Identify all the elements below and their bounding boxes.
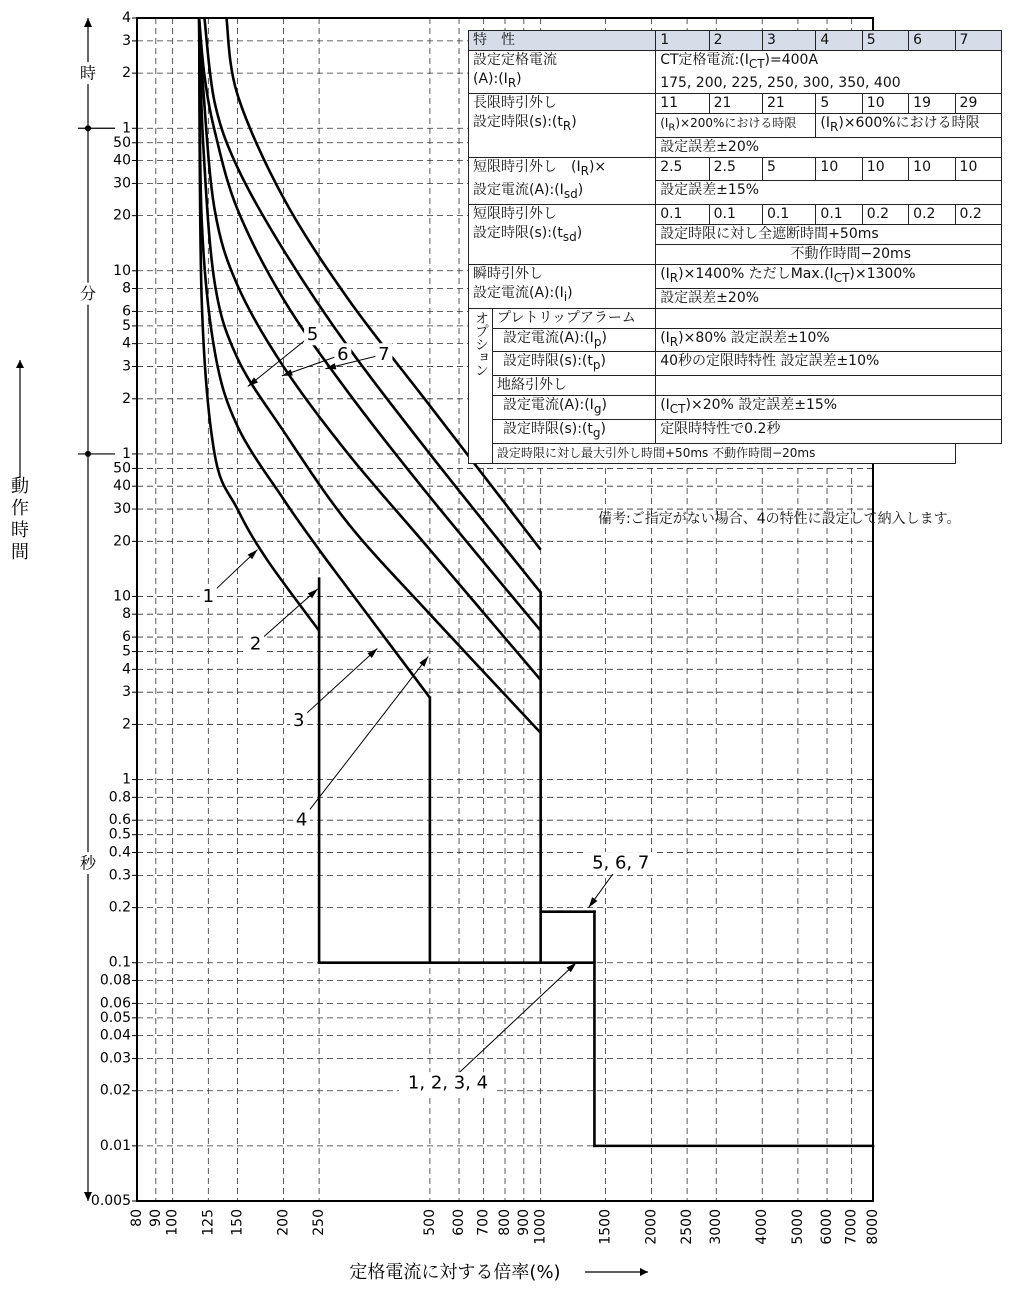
y-tick-label: 10 xyxy=(113,262,131,279)
y-tick-label: 6 xyxy=(122,629,131,646)
rated-current-values: 175, 200, 225, 250, 300, 350, 400 xyxy=(660,74,901,91)
x-tick-label: 4000 xyxy=(754,1209,771,1245)
curve-label: 7 xyxy=(378,343,390,365)
x-tick-label: 500 xyxy=(421,1209,438,1236)
y-tick-label: 30 xyxy=(113,175,131,192)
x-tick-label: 100 xyxy=(164,1209,181,1236)
unit-boundary-dot xyxy=(85,125,91,131)
row-rated-current: 設定定格電流 $(A):(I_R)$ CT定格電流$:(I_{CT})=400A$ 175, 200, 225, 250, 300, 350, 400 xyxy=(469,51,1002,94)
x-tick-label: 80 xyxy=(129,1209,145,1227)
y-tick-label: 0.3 xyxy=(108,867,131,884)
y-tick-label: 20 xyxy=(113,207,131,224)
col-6: 6 xyxy=(909,31,955,51)
unit-label: 秒 xyxy=(79,853,97,873)
y-tick-label: 5 xyxy=(122,317,131,334)
x-tick-label: 7000 xyxy=(843,1209,860,1245)
col-5: 5 xyxy=(862,31,908,51)
x-tick-label: 900 xyxy=(515,1209,532,1236)
curve-label: 2 xyxy=(249,633,262,655)
y-tick-label: 0.2 xyxy=(108,899,131,916)
x-tick-label: 6000 xyxy=(819,1209,836,1245)
x-tick-label: 8000 xyxy=(865,1209,881,1245)
row-long-time-delay: 長限時引外し 設定時限$(s):(t_R)$ 11 21 21 5 10 19 29 xyxy=(469,93,1002,113)
curve-label: 1, 2, 3, 4 xyxy=(407,1072,489,1094)
y-tick-label: 0.04 xyxy=(99,1027,131,1044)
y-tick-label: 2 xyxy=(122,65,131,82)
y-tick-label: 1 xyxy=(122,771,131,788)
y-tick-label: 0.01 xyxy=(99,1137,131,1154)
svg-text:動作時間: 動作時間 xyxy=(11,476,29,563)
y-tick-label: 5 xyxy=(122,643,131,660)
row-label: 短限時引外し xyxy=(473,205,557,222)
row-label: 長限時引外し xyxy=(473,94,557,111)
x-tick-label: 3000 xyxy=(708,1209,725,1245)
leader-arrowhead xyxy=(589,897,598,907)
x-tick-label: 90 xyxy=(147,1209,164,1227)
remark: 備考:ご指定がない場合、4の特性に設定して納入します。 xyxy=(598,511,961,527)
curve-label: 5, 6, 7 xyxy=(592,852,650,874)
unit-label: 時 xyxy=(79,63,97,83)
curve-2 xyxy=(199,18,430,698)
x-tick-label: 200 xyxy=(275,1209,292,1236)
y-tick-label: 3 xyxy=(122,32,131,49)
y-tick-label: 40 xyxy=(113,478,131,495)
row-short-time-current: 短限時引外し $(I_R)\times$ 設定電流$(A):(I_{sd})$ 2.5 2.5 5 10 10 10 10 xyxy=(469,158,1002,181)
x-tick-label: 1000 xyxy=(532,1209,549,1245)
col-3: 3 xyxy=(763,31,816,51)
x-axis-arrow xyxy=(585,1268,648,1276)
y-tick-label: 0.06 xyxy=(99,995,131,1012)
curve-label: 4 xyxy=(295,809,308,831)
y-tick-label: 50 xyxy=(113,134,131,151)
y-tick-label: 2 xyxy=(122,390,131,407)
x-tick-label: 1500 xyxy=(597,1209,614,1245)
y-tick-label: 2 xyxy=(122,716,131,733)
y-tick-label: 30 xyxy=(113,501,131,518)
row-option-ground-fault: 地絡引外し xyxy=(469,376,1002,396)
header-label: 特 性 xyxy=(469,31,656,51)
col-4: 4 xyxy=(816,31,862,51)
y-axis-label xyxy=(11,360,29,563)
y-tick-label: 3 xyxy=(122,684,131,701)
x-tick-label: 250 xyxy=(311,1209,328,1236)
row-short-time-delay: 短限時引外し 設定時限$(s):(t_{sd})$ 0.1 0.1 0.1 0.1 0.2 0.2 0.2 xyxy=(469,204,1002,224)
unit-boundary-dot xyxy=(85,451,91,457)
row-label: 設定定格電流 xyxy=(473,52,557,68)
y-tick-label: 8 xyxy=(122,280,131,297)
col-7: 7 xyxy=(955,31,1001,51)
row-instantaneous: 瞬時引外し 設定電流$(A):(I_i)$ $(I_R)\times 1400\%$ ただし$Max.(I_{CT})\times 1300\%$ xyxy=(469,264,1002,288)
x-tick-label: 150 xyxy=(229,1209,246,1236)
leader-line xyxy=(248,334,313,386)
x-tick-label: 125 xyxy=(200,1209,217,1236)
y-tick-label: 4 xyxy=(122,10,131,26)
y-tick-label: 0.08 xyxy=(99,972,131,989)
curve-label: 3 xyxy=(292,710,305,732)
y-tick-label: 6 xyxy=(122,303,131,320)
unit-axis-arrow-top xyxy=(84,18,92,27)
curve-label: 6 xyxy=(337,343,349,365)
y-tick-label: 10 xyxy=(113,588,131,605)
y-tick-label: 0.005 xyxy=(90,1193,131,1209)
row-label: 瞬時引外し xyxy=(473,265,543,282)
y-tick-label: 0.1 xyxy=(108,954,131,971)
y-tick-label: 8 xyxy=(122,606,131,623)
y-tick-label: 0.5 xyxy=(108,826,131,843)
x-tick-label: 600 xyxy=(451,1209,468,1236)
y-tick-label: 0.8 xyxy=(108,789,131,806)
x-tick-label: 5000 xyxy=(789,1209,806,1245)
y-tick-label: 0.03 xyxy=(99,1050,131,1067)
x-tick-label: 2000 xyxy=(643,1209,660,1245)
unit-label: 分 xyxy=(79,284,97,304)
curve-label: 5 xyxy=(306,323,319,345)
x-tick-label: 700 xyxy=(475,1209,492,1236)
x-tick-label: 2500 xyxy=(679,1209,696,1245)
y-tick-label: 0.05 xyxy=(99,1009,131,1026)
curve-label: 1 xyxy=(202,585,215,607)
y-tick-label: 20 xyxy=(113,533,131,550)
y-tick-label: 4 xyxy=(122,335,131,352)
y-tick-label: 0.02 xyxy=(99,1082,131,1099)
col-2: 2 xyxy=(709,31,762,51)
y-tick-label: 1 xyxy=(122,445,131,462)
y-tick-label: 1 xyxy=(122,120,131,137)
leader-line xyxy=(299,648,378,720)
leader-arrowhead xyxy=(419,656,428,666)
x-tick-label: 800 xyxy=(497,1209,513,1236)
y-tick-label: 4 xyxy=(122,661,131,678)
option-label: オプション xyxy=(473,310,489,376)
y-tick-label: 0.4 xyxy=(108,844,131,861)
x-axis-label: 定格電流に対する倍率(%) xyxy=(349,1262,561,1283)
y-tick-label: 50 xyxy=(113,460,131,477)
characteristics-table: 特 性 1 2 3 4 5 6 7 設定定格電流 $(A):(I_R)$ CT定格電流$:(I_{CT})=400A$ 175, 200, 225, 250, 300, 350, 400 長限時引外し 設定時限$(s):(t_R)$ 11 21 21 5 10 19 29 $(I_R)\times 200\%$における時限 $(I_R)\times 600\%$における時限 設定誤差±20% 短限時引外し $(I_R)\times$ 設定電流$(A):(I_{sd})$ 2.5 2.5 5 10 10 10 10 設定誤差±15% 短限時引外し 設定時限$(s):(t_{sd})$ 0.1 0.1 0.1 0.1 0.2 0.2 0.2 設定時限に対し全遮断時間+50ms 不動作時間−20ms 瞬時引外し 設定電流$(A):(I_i)$ $(I_R)\times 1400\%$ ただし$Max.(I_{CT})\times 1300\%$ 設定誤差±20% オプション プレトリップアラーム 設定電流$(A):(I_p)$ $(I_R)\times 80\%$ 設定誤差±10% 設定時限$(s):(t_p)$ 40秒の定限時特性 設定誤差±10% 地絡引外し 設定電流$(A):(I_g)$ $(I_{CT})\times 20\%$ 設定誤差±15% 設定時限$(s):(t_g)$ 定限時特性で0.2秒 設定時限に対し最大引外し時間+50ms 不動作時間−20ms xyxy=(468,30,1002,464)
row-option-pretrip: オプション プレトリップアラーム xyxy=(469,308,1002,328)
y-tick-label: 40 xyxy=(113,152,131,169)
table-header-row xyxy=(469,31,1002,51)
col-1: 1 xyxy=(656,31,709,51)
y-tick-label: 3 xyxy=(122,358,131,375)
leader-line xyxy=(302,656,429,820)
y-tick-label: 0.6 xyxy=(108,812,131,829)
